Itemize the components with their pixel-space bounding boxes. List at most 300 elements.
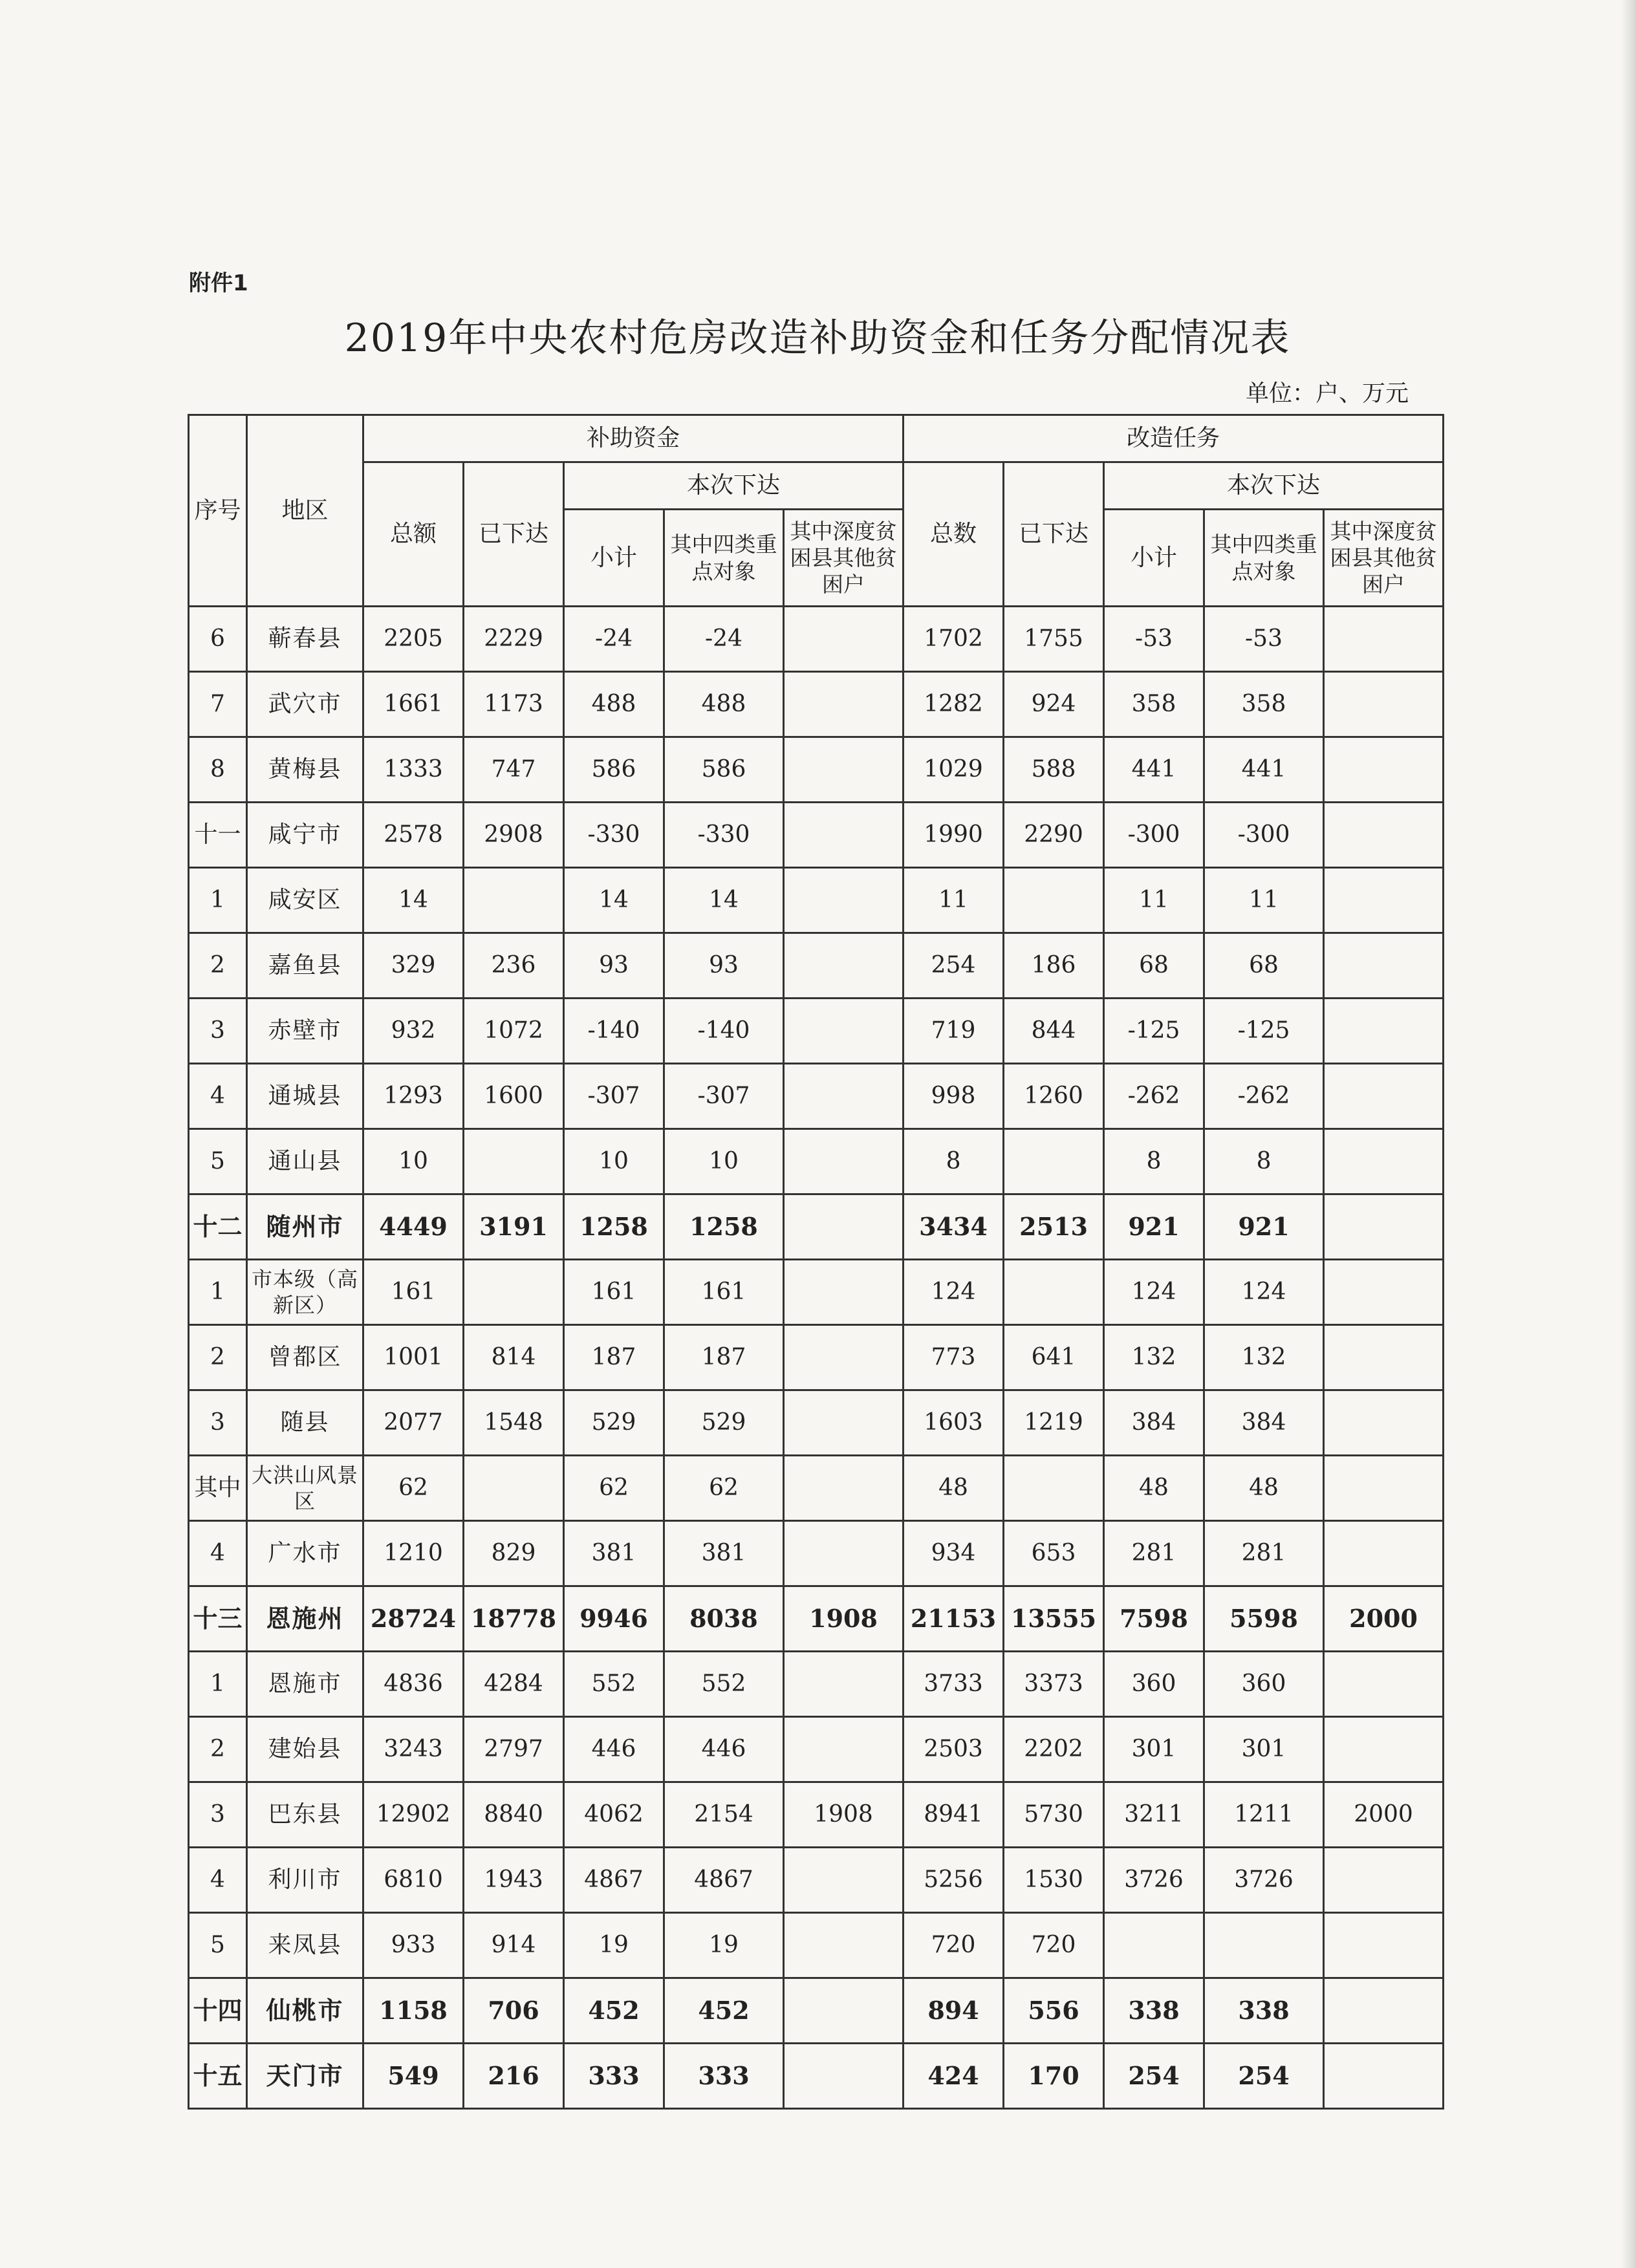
- cell-f-deep: [784, 1913, 904, 1978]
- cell-f-deep: [784, 1390, 904, 1456]
- cell-seq: 其中: [189, 1456, 247, 1521]
- cell-f-total: 932: [363, 999, 464, 1064]
- cell-t-four: -125: [1204, 999, 1324, 1064]
- cell-t-sub: 441: [1104, 737, 1204, 803]
- cell-t-issued: 1755: [1004, 607, 1104, 672]
- unit-label: 单位：户、万元: [1245, 380, 1409, 407]
- cell-t-total: 124: [904, 1260, 1004, 1325]
- cell-f-deep: [784, 803, 904, 868]
- cell-t-sub: -262: [1104, 1064, 1204, 1129]
- cell-t-issued: [1004, 1129, 1104, 1194]
- cell-t-total: 1603: [904, 1390, 1004, 1456]
- cell-t-deep: [1324, 1260, 1444, 1325]
- cell-t-sub: 48: [1104, 1456, 1204, 1521]
- cell-t-four: 338: [1204, 1978, 1324, 2044]
- cell-t-deep: [1324, 1194, 1444, 1260]
- cell-f-four: 446: [664, 1717, 784, 1782]
- cell-f-deep: [784, 1456, 904, 1521]
- cell-seq: 4: [189, 1848, 247, 1913]
- header-tasks-four-types: 其中四类重点对象: [1204, 510, 1324, 607]
- cell-f-four: 452: [664, 1978, 784, 2044]
- cell-t-total: 720: [904, 1913, 1004, 1978]
- cell-region: 蕲春县: [247, 607, 363, 672]
- cell-f-issued: 3191: [464, 1194, 564, 1260]
- cell-t-issued: 653: [1004, 1521, 1104, 1586]
- cell-t-issued: 844: [1004, 999, 1104, 1064]
- cell-t-total: 8: [904, 1129, 1004, 1194]
- cell-t-four: 68: [1204, 933, 1324, 999]
- cell-region: 广水市: [247, 1521, 363, 1586]
- cell-seq: 十一: [189, 803, 247, 868]
- cell-f-four: 488: [664, 672, 784, 737]
- table-row: [189, 1978, 1444, 2044]
- cell-t-four: 301: [1204, 1717, 1324, 1782]
- cell-t-total: 894: [904, 1978, 1004, 2044]
- cell-f-issued: 829: [464, 1521, 564, 1586]
- cell-region: 恩施市: [247, 1652, 363, 1717]
- cell-t-four: 48: [1204, 1456, 1324, 1521]
- cell-t-total: 424: [904, 2044, 1004, 2109]
- cell-t-four: 360: [1204, 1652, 1324, 1717]
- cell-f-sub: 19: [564, 1913, 664, 1978]
- cell-f-four: 2154: [664, 1782, 784, 1848]
- cell-f-issued: 216: [464, 2044, 564, 2109]
- cell-f-four: 62: [664, 1456, 784, 1521]
- cell-region: 天门市: [247, 2044, 363, 2109]
- cell-region: 建始县: [247, 1717, 363, 1782]
- cell-region: 武穴市: [247, 672, 363, 737]
- cell-t-four: -53: [1204, 607, 1324, 672]
- cell-f-total: 1158: [363, 1978, 464, 2044]
- cell-f-issued: 2229: [464, 607, 564, 672]
- cell-region: 市本级（高新区）: [247, 1260, 363, 1325]
- cell-t-issued: 1219: [1004, 1390, 1104, 1456]
- cell-f-total: 2578: [363, 803, 464, 868]
- cell-t-total: 3733: [904, 1652, 1004, 1717]
- cell-f-issued: 2908: [464, 803, 564, 868]
- cell-t-sub: 281: [1104, 1521, 1204, 1586]
- allocation-table: [188, 414, 1444, 2110]
- table-row: [189, 1586, 1444, 1652]
- cell-f-deep: [784, 737, 904, 803]
- cell-t-sub: 3211: [1104, 1782, 1204, 1848]
- cell-t-total: 21153: [904, 1586, 1004, 1652]
- cell-t-deep: [1324, 1848, 1444, 1913]
- cell-t-issued: 641: [1004, 1325, 1104, 1390]
- cell-t-deep: [1324, 1390, 1444, 1456]
- cell-t-sub: -300: [1104, 803, 1204, 868]
- cell-region: 通山县: [247, 1129, 363, 1194]
- cell-region: 曾都区: [247, 1325, 363, 1390]
- cell-f-deep: [784, 868, 904, 933]
- cell-t-deep: [1324, 1717, 1444, 1782]
- cell-t-issued: 720: [1004, 1913, 1104, 1978]
- cell-region: 仙桃市: [247, 1978, 363, 2044]
- header-tasks-deep-poverty: 其中深度贫困县其他贫困户: [1324, 510, 1444, 607]
- cell-f-sub: 1258: [564, 1194, 664, 1260]
- cell-t-deep: [1324, 607, 1444, 672]
- cell-t-sub: [1104, 1913, 1204, 1978]
- cell-t-total: 2503: [904, 1717, 1004, 1782]
- cell-f-issued: 1072: [464, 999, 564, 1064]
- table-row: [189, 1848, 1444, 1913]
- cell-f-total: 14: [363, 868, 464, 933]
- cell-f-sub: 93: [564, 933, 664, 999]
- cell-f-sub: 381: [564, 1521, 664, 1586]
- cell-t-issued: 588: [1004, 737, 1104, 803]
- cell-t-deep: [1324, 999, 1444, 1064]
- cell-f-four: 4867: [664, 1848, 784, 1913]
- table-row: [189, 1325, 1444, 1390]
- cell-f-total: 933: [363, 1913, 464, 1978]
- cell-t-total: 254: [904, 933, 1004, 999]
- table-row: [189, 672, 1444, 737]
- cell-t-total: 719: [904, 999, 1004, 1064]
- cell-f-sub: 10: [564, 1129, 664, 1194]
- cell-f-sub: 187: [564, 1325, 664, 1390]
- cell-t-four: 358: [1204, 672, 1324, 737]
- cell-f-deep: [784, 1064, 904, 1129]
- cell-t-four: 3726: [1204, 1848, 1324, 1913]
- cell-f-total: 62: [363, 1456, 464, 1521]
- cell-t-deep: [1324, 1456, 1444, 1521]
- cell-f-deep: [784, 607, 904, 672]
- cell-f-four: -330: [664, 803, 784, 868]
- cell-t-total: 1702: [904, 607, 1004, 672]
- header-funds-this-time: 本次下达: [564, 462, 904, 510]
- cell-f-issued: 1173: [464, 672, 564, 737]
- cell-f-issued: 1600: [464, 1064, 564, 1129]
- cell-t-issued: 556: [1004, 1978, 1104, 2044]
- cell-t-four: 1211: [1204, 1782, 1324, 1848]
- cell-f-issued: [464, 868, 564, 933]
- cell-t-issued: 924: [1004, 672, 1104, 737]
- cell-t-four: 441: [1204, 737, 1324, 803]
- table-row: [189, 1652, 1444, 1717]
- cell-f-issued: [464, 1260, 564, 1325]
- cell-t-deep: [1324, 933, 1444, 999]
- cell-t-total: 3434: [904, 1194, 1004, 1260]
- cell-t-total: 773: [904, 1325, 1004, 1390]
- cell-seq: 3: [189, 1782, 247, 1848]
- cell-t-total: 8941: [904, 1782, 1004, 1848]
- cell-f-four: 187: [664, 1325, 784, 1390]
- cell-region: 咸宁市: [247, 803, 363, 868]
- cell-t-sub: 358: [1104, 672, 1204, 737]
- cell-f-issued: 706: [464, 1978, 564, 2044]
- cell-f-total: 549: [363, 2044, 464, 2109]
- header-tasks-total: 总数: [904, 462, 1004, 607]
- cell-f-deep: [784, 672, 904, 737]
- cell-t-four: 254: [1204, 2044, 1324, 2109]
- cell-seq: 十四: [189, 1978, 247, 2044]
- cell-f-four: 586: [664, 737, 784, 803]
- cell-f-sub: 586: [564, 737, 664, 803]
- cell-seq: 7: [189, 672, 247, 737]
- cell-t-deep: [1324, 1064, 1444, 1129]
- cell-region: 嘉鱼县: [247, 933, 363, 999]
- header-tasks-this-time: 本次下达: [1104, 462, 1444, 510]
- cell-t-sub: 124: [1104, 1260, 1204, 1325]
- cell-f-total: 1661: [363, 672, 464, 737]
- cell-t-four: 132: [1204, 1325, 1324, 1390]
- cell-region: 利川市: [247, 1848, 363, 1913]
- cell-t-four: 8: [1204, 1129, 1324, 1194]
- cell-t-deep: [1324, 672, 1444, 737]
- cell-f-issued: 2797: [464, 1717, 564, 1782]
- cell-seq: 3: [189, 1390, 247, 1456]
- page-title: 2019年中央农村危房改造补助资金和任务分配情况表: [344, 316, 1291, 361]
- cell-f-deep: [784, 1325, 904, 1390]
- cell-f-four: 8038: [664, 1586, 784, 1652]
- cell-f-total: 329: [363, 933, 464, 999]
- header-tasks-group: 改造任务: [904, 415, 1444, 462]
- cell-f-sub: 4867: [564, 1848, 664, 1913]
- cell-f-four: 19: [664, 1913, 784, 1978]
- cell-t-sub: 3726: [1104, 1848, 1204, 1913]
- cell-f-four: 14: [664, 868, 784, 933]
- header-tasks-subtotal: 小计: [1104, 510, 1204, 607]
- cell-f-four: 161: [664, 1260, 784, 1325]
- cell-t-deep: [1324, 1978, 1444, 2044]
- table-row: [189, 1194, 1444, 1260]
- cell-t-deep: [1324, 2044, 1444, 2109]
- cell-t-issued: [1004, 1260, 1104, 1325]
- cell-t-four: -262: [1204, 1064, 1324, 1129]
- cell-t-sub: 8: [1104, 1129, 1204, 1194]
- cell-f-deep: 1908: [784, 1782, 904, 1848]
- cell-region: 赤壁市: [247, 999, 363, 1064]
- cell-t-sub: -53: [1104, 607, 1204, 672]
- cell-f-four: 333: [664, 2044, 784, 2109]
- cell-f-issued: 814: [464, 1325, 564, 1390]
- table-row: [189, 1129, 1444, 1194]
- cell-f-issued: [464, 1456, 564, 1521]
- cell-t-issued: 186: [1004, 933, 1104, 999]
- cell-t-sub: 68: [1104, 933, 1204, 999]
- header-funds-four-types: 其中四类重点对象: [664, 510, 784, 607]
- cell-t-total: 998: [904, 1064, 1004, 1129]
- cell-f-issued: 914: [464, 1913, 564, 1978]
- cell-f-sub: 333: [564, 2044, 664, 2109]
- cell-f-total: 28724: [363, 1586, 464, 1652]
- cell-region: 随县: [247, 1390, 363, 1456]
- cell-t-issued: 5730: [1004, 1782, 1104, 1848]
- cell-seq: 2: [189, 1325, 247, 1390]
- table-row: [189, 1521, 1444, 1586]
- cell-f-sub: 529: [564, 1390, 664, 1456]
- cell-region: 巴东县: [247, 1782, 363, 1848]
- cell-seq: 1: [189, 868, 247, 933]
- cell-f-sub: 452: [564, 1978, 664, 2044]
- table-body: [189, 607, 1444, 2109]
- cell-seq: 十五: [189, 2044, 247, 2109]
- cell-f-issued: 18778: [464, 1586, 564, 1652]
- cell-t-sub: 132: [1104, 1325, 1204, 1390]
- cell-f-issued: 1548: [464, 1390, 564, 1456]
- cell-t-four: 384: [1204, 1390, 1324, 1456]
- cell-seq: 8: [189, 737, 247, 803]
- cell-t-deep: [1324, 1913, 1444, 1978]
- cell-f-sub: 552: [564, 1652, 664, 1717]
- cell-f-issued: [464, 1129, 564, 1194]
- header-region: 地区: [247, 415, 363, 607]
- cell-f-sub: -330: [564, 803, 664, 868]
- cell-f-four: 93: [664, 933, 784, 999]
- cell-t-four: [1204, 1913, 1324, 1978]
- attachment-label: 附件1: [189, 270, 248, 296]
- cell-f-total: 1333: [363, 737, 464, 803]
- table-row: [189, 803, 1444, 868]
- cell-f-deep: [784, 1521, 904, 1586]
- cell-f-four: -24: [664, 607, 784, 672]
- cell-t-four: 124: [1204, 1260, 1324, 1325]
- cell-f-total: 10: [363, 1129, 464, 1194]
- cell-seq: 2: [189, 933, 247, 999]
- cell-t-sub: 254: [1104, 2044, 1204, 2109]
- cell-t-sub: 921: [1104, 1194, 1204, 1260]
- cell-f-total: 1210: [363, 1521, 464, 1586]
- cell-f-issued: 236: [464, 933, 564, 999]
- cell-f-four: 552: [664, 1652, 784, 1717]
- cell-f-issued: 8840: [464, 1782, 564, 1848]
- cell-f-issued: 747: [464, 737, 564, 803]
- cell-f-four: 529: [664, 1390, 784, 1456]
- cell-seq: 6: [189, 607, 247, 672]
- table-row: [189, 2044, 1444, 2109]
- cell-f-four: 381: [664, 1521, 784, 1586]
- cell-t-sub: -125: [1104, 999, 1204, 1064]
- cell-f-total: 3243: [363, 1717, 464, 1782]
- cell-f-sub: 4062: [564, 1782, 664, 1848]
- cell-f-sub: 446: [564, 1717, 664, 1782]
- cell-seq: 1: [189, 1652, 247, 1717]
- cell-t-deep: 2000: [1324, 1782, 1444, 1848]
- header-funds-subtotal: 小计: [564, 510, 664, 607]
- cell-seq: 1: [189, 1260, 247, 1325]
- cell-t-total: 5256: [904, 1848, 1004, 1913]
- cell-seq: 十三: [189, 1586, 247, 1652]
- cell-t-deep: [1324, 868, 1444, 933]
- cell-region: 通城县: [247, 1064, 363, 1129]
- cell-f-four: -140: [664, 999, 784, 1064]
- cell-t-issued: 2202: [1004, 1717, 1104, 1782]
- cell-seq: 4: [189, 1064, 247, 1129]
- table-row: [189, 1913, 1444, 1978]
- cell-f-total: 4836: [363, 1652, 464, 1717]
- cell-t-total: 48: [904, 1456, 1004, 1521]
- cell-t-total: 11: [904, 868, 1004, 933]
- cell-t-total: 934: [904, 1521, 1004, 1586]
- cell-seq: 2: [189, 1717, 247, 1782]
- cell-f-sub: 9946: [564, 1586, 664, 1652]
- cell-region: 大洪山风景区: [247, 1456, 363, 1521]
- cell-f-deep: 1908: [784, 1586, 904, 1652]
- cell-f-sub: -24: [564, 607, 664, 672]
- cell-t-sub: 301: [1104, 1717, 1204, 1782]
- cell-t-deep: [1324, 803, 1444, 868]
- cell-t-deep: [1324, 1521, 1444, 1586]
- cell-t-deep: [1324, 1325, 1444, 1390]
- cell-t-total: 1282: [904, 672, 1004, 737]
- cell-f-sub: 488: [564, 672, 664, 737]
- cell-f-total: 1293: [363, 1064, 464, 1129]
- table-row: [189, 1717, 1444, 1782]
- table-row: [189, 1064, 1444, 1129]
- cell-t-issued: 2513: [1004, 1194, 1104, 1260]
- cell-f-total: 2077: [363, 1390, 464, 1456]
- cell-seq: 4: [189, 1521, 247, 1586]
- cell-f-deep: [784, 1848, 904, 1913]
- header-funds-deep-poverty: 其中深度贫困县其他贫困户: [784, 510, 904, 607]
- cell-t-issued: 1530: [1004, 1848, 1104, 1913]
- cell-f-deep: [784, 1260, 904, 1325]
- cell-f-four: -307: [664, 1064, 784, 1129]
- cell-t-deep: [1324, 1652, 1444, 1717]
- cell-region: 随州市: [247, 1194, 363, 1260]
- cell-t-issued: 2290: [1004, 803, 1104, 868]
- cell-f-sub: -140: [564, 999, 664, 1064]
- cell-f-total: 2205: [363, 607, 464, 672]
- cell-f-total: 12902: [363, 1782, 464, 1848]
- cell-f-sub: 161: [564, 1260, 664, 1325]
- cell-f-deep: [784, 1129, 904, 1194]
- cell-region: 咸安区: [247, 868, 363, 933]
- cell-t-four: -300: [1204, 803, 1324, 868]
- cell-seq: 3: [189, 999, 247, 1064]
- cell-t-issued: [1004, 868, 1104, 933]
- table-row: [189, 737, 1444, 803]
- cell-t-issued: 3373: [1004, 1652, 1104, 1717]
- table-row: [189, 1390, 1444, 1456]
- cell-f-deep: [784, 1194, 904, 1260]
- cell-f-total: 161: [363, 1260, 464, 1325]
- table-row: [189, 868, 1444, 933]
- cell-t-four: 5598: [1204, 1586, 1324, 1652]
- cell-f-deep: [784, 1652, 904, 1717]
- table-row: [189, 1782, 1444, 1848]
- cell-f-deep: [784, 1978, 904, 2044]
- header-funds-issued: 已下达: [464, 462, 564, 607]
- cell-region: 黄梅县: [247, 737, 363, 803]
- cell-f-deep: [784, 1717, 904, 1782]
- cell-t-four: 921: [1204, 1194, 1324, 1260]
- cell-t-deep: [1324, 737, 1444, 803]
- cell-t-deep: 2000: [1324, 1586, 1444, 1652]
- cell-f-sub: 62: [564, 1456, 664, 1521]
- cell-f-issued: 4284: [464, 1652, 564, 1717]
- cell-f-deep: [784, 933, 904, 999]
- header-funds-total: 总额: [363, 462, 464, 607]
- cell-t-deep: [1324, 1129, 1444, 1194]
- cell-t-issued: 1260: [1004, 1064, 1104, 1129]
- cell-f-deep: [784, 2044, 904, 2109]
- cell-t-sub: 11: [1104, 868, 1204, 933]
- cell-t-issued: 170: [1004, 2044, 1104, 2109]
- table-row: [189, 933, 1444, 999]
- header-funds-group: 补助资金: [363, 415, 904, 462]
- cell-region: 来凤县: [247, 1913, 363, 1978]
- cell-seq: 5: [189, 1129, 247, 1194]
- cell-t-sub: 7598: [1104, 1586, 1204, 1652]
- cell-t-total: 1029: [904, 737, 1004, 803]
- cell-seq: 十二: [189, 1194, 247, 1260]
- cell-t-issued: [1004, 1456, 1104, 1521]
- cell-seq: 5: [189, 1913, 247, 1978]
- cell-f-total: 4449: [363, 1194, 464, 1260]
- table-row: [189, 1260, 1444, 1325]
- cell-region: 恩施州: [247, 1586, 363, 1652]
